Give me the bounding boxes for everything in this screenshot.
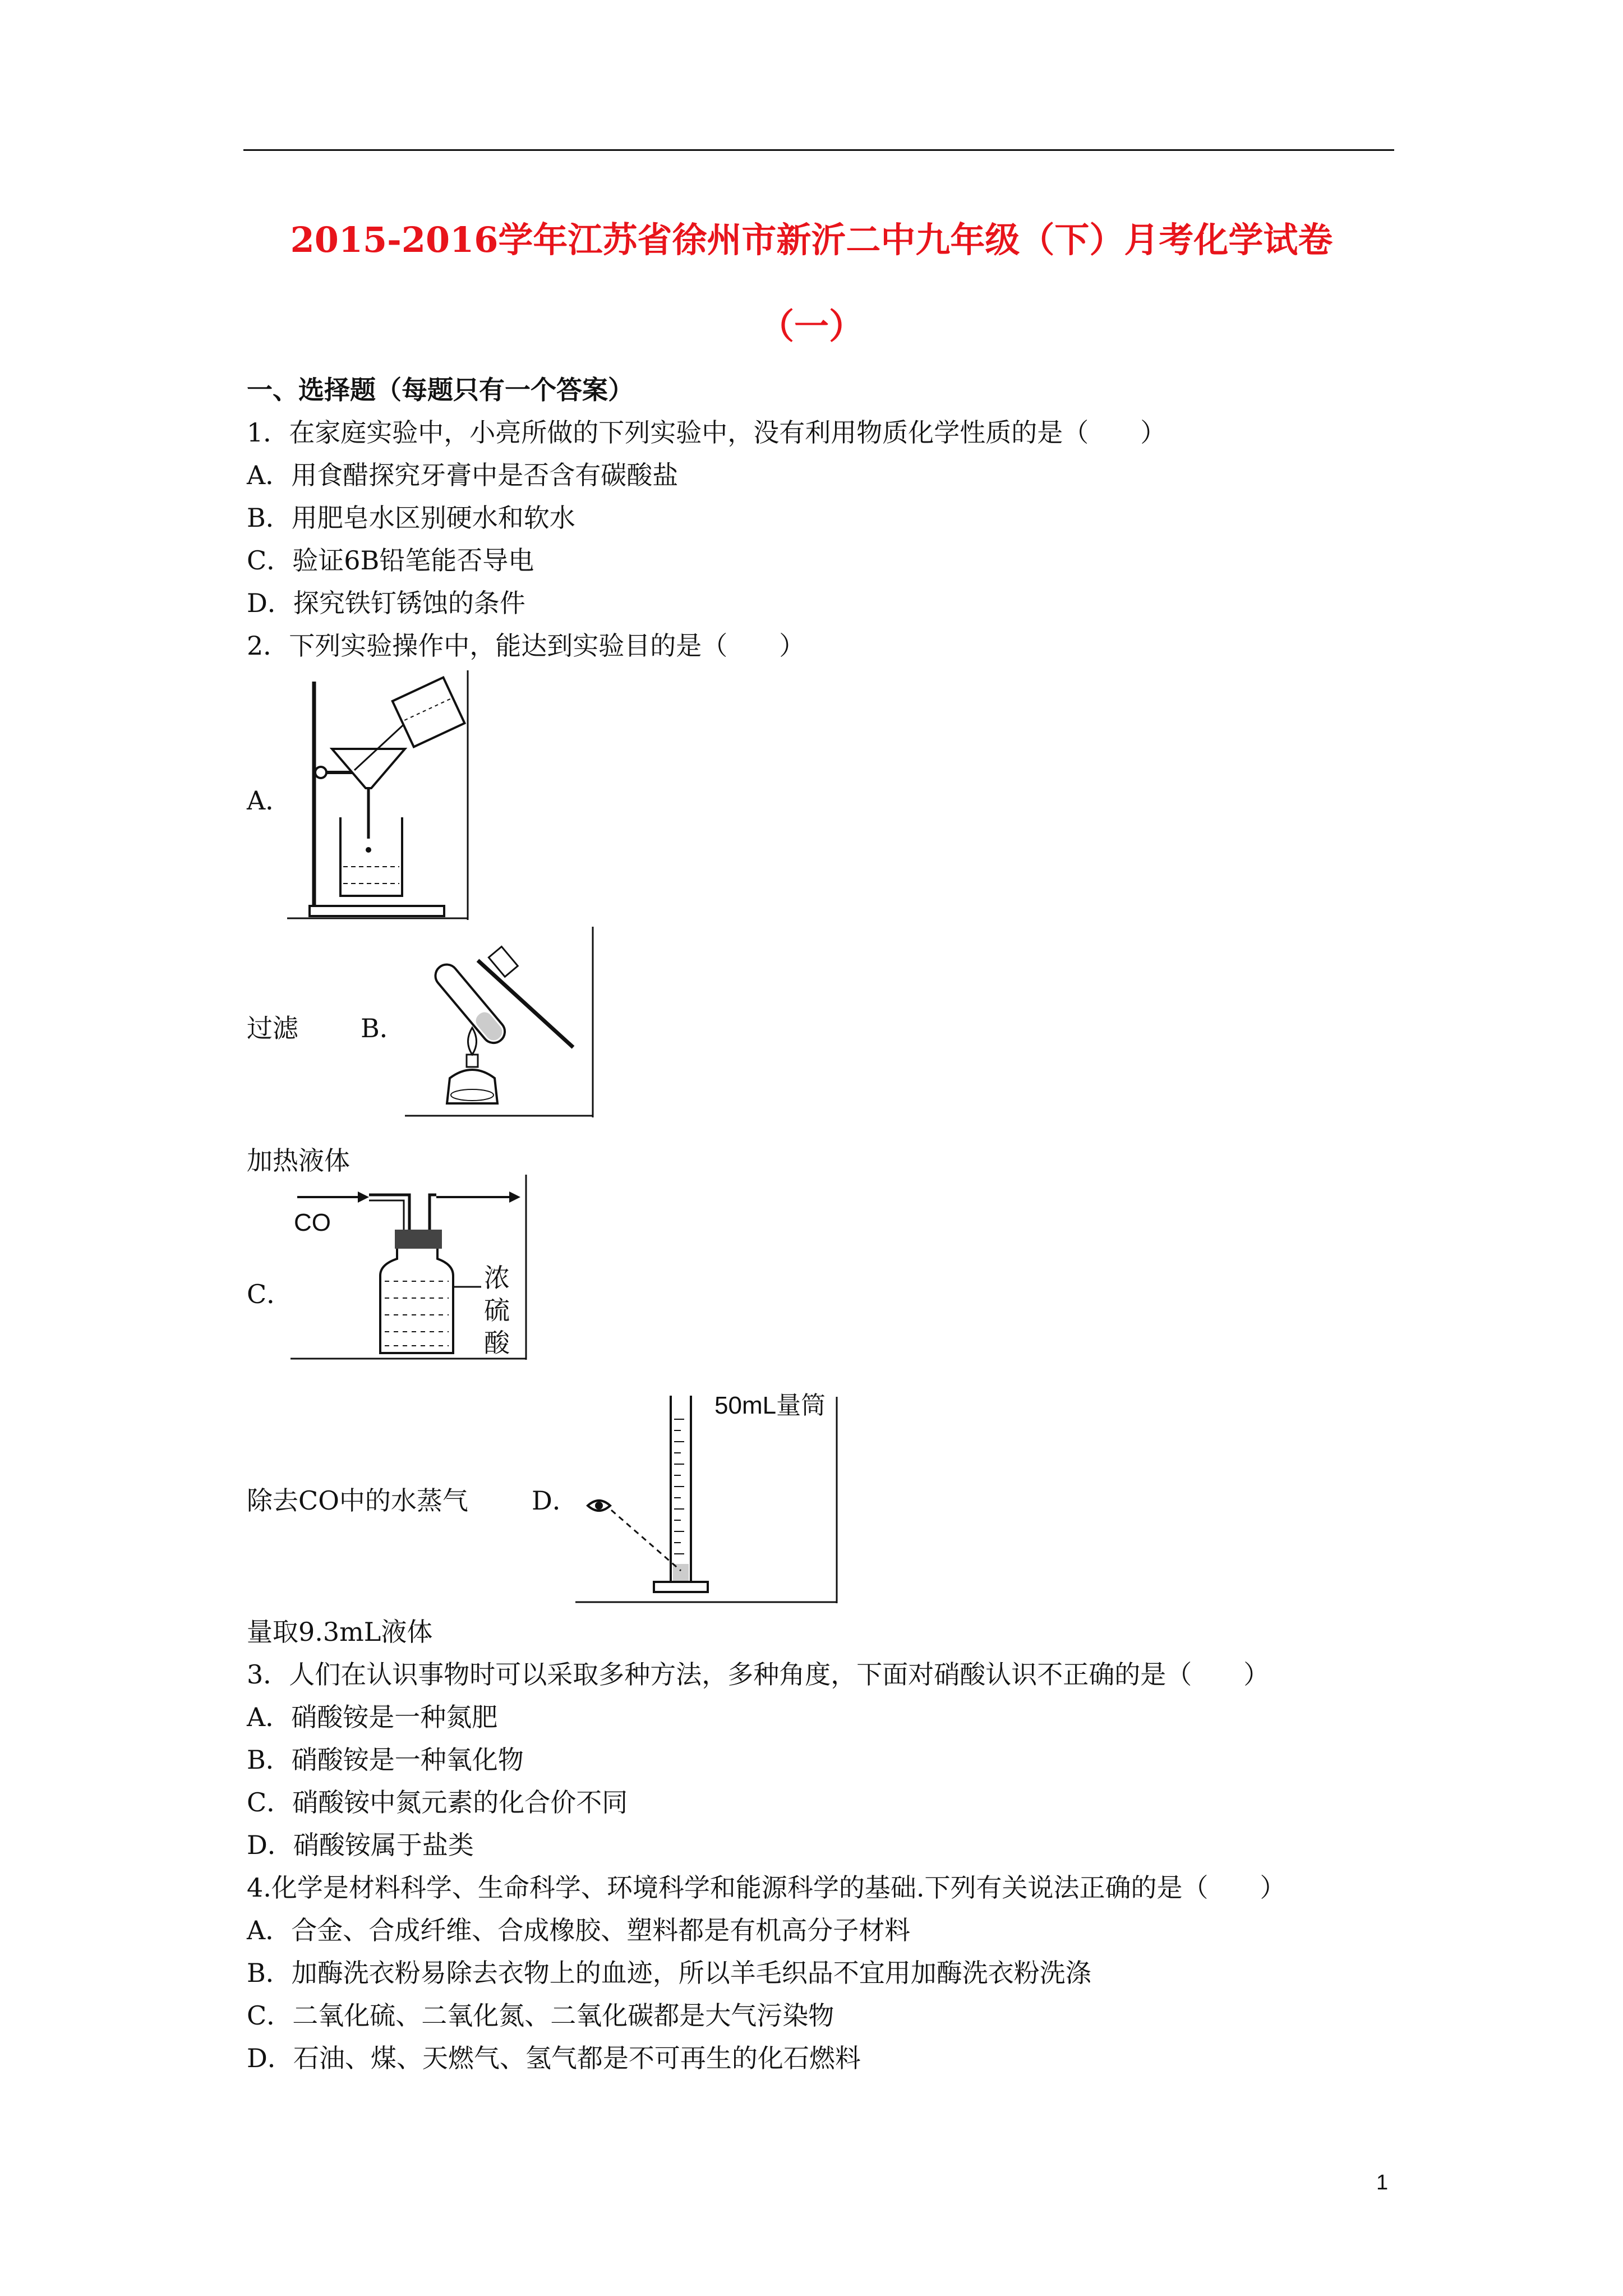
question-3-option-a: A．硝酸铵是一种氮肥 (247, 1702, 498, 1732)
cylinder-label: 50mL量筒 (714, 1392, 826, 1419)
gas-label: CO (294, 1209, 331, 1236)
section-heading: 一、选择题（每题只有一个答案） (247, 375, 634, 405)
question-2-option-b-caption: 加热液体 (247, 1145, 350, 1176)
reagent-label-2: 硫 (484, 1296, 510, 1325)
page-number: 1 (1376, 2171, 1389, 2194)
reagent-label-3: 酸 (484, 1328, 510, 1358)
filtration-figure (287, 670, 472, 920)
question-1-stem: 1．在家庭实验中，小亮所做的下列实验中，没有利用物质化学性质的是（ ） (247, 417, 1166, 448)
question-1-option-c: C．验证6B铅笔能否导电 (247, 545, 534, 576)
question-1-option-d: D．探究铁钉锈蚀的条件 (247, 588, 525, 618)
question-2-option-a-caption: 过滤 (247, 1013, 298, 1043)
question-4-option-c: C．二氧化硫、二氧化氮、二氧化碳都是大气污染物 (247, 2000, 834, 2031)
question-3-option-d: D．硝酸铵属于盐类 (247, 1830, 474, 1860)
header-rule (243, 149, 1394, 151)
question-4-option-b: B．加酶洗衣粉易除去衣物上的血迹，所以羊毛织品不宜用加酶洗衣粉洗涤 (247, 1958, 1091, 1988)
question-2-option-d-caption: 量取9.3mL液体 (247, 1617, 433, 1647)
question-4-option-d: D．石油、煤、天燃气、氢气都是不可再生的化石燃料 (247, 2043, 861, 2073)
question-2-option-c-caption: 除去CO中的水蒸气 (247, 1485, 468, 1516)
question-4-option-a: A．合金、合成纤维、合成橡胶、塑料都是有机高分子材料 (247, 1915, 911, 1945)
reagent-label-1: 浓 (484, 1263, 510, 1292)
exam-title-part: （一） (759, 306, 864, 347)
question-1-option-a: A．用食醋探究牙膏中是否含有碳酸盐 (247, 460, 679, 490)
question-3-stem: 3．人们在认识事物时可以采取多种方法，多种角度，下面对硝酸认识不正确的是（ ） (247, 1659, 1270, 1690)
question-2-option-b-label: B． (361, 1013, 405, 1043)
question-3-option-b: B．硝酸铵是一种氧化物 (247, 1745, 524, 1775)
question-2-option-c-label: C． (247, 1279, 293, 1309)
exam-title: 2015-2016学年江苏省徐州市新沂二中九年级（下）月考化学试卷 (290, 219, 1333, 260)
question-2-stem: 2．下列实验操作中，能达到实验目的是（ ） (247, 631, 805, 661)
question-2-option-a-label: A． (247, 785, 292, 816)
question-4-stem: 4.化学是材料科学、生命科学、环境科学和能源科学的基础.下列有关说法正确的是（ ） (247, 1872, 1286, 1903)
gas-washing-bottle-figure (291, 1175, 532, 1365)
question-1-option-b: B．用肥皂水区别硬水和软水 (247, 503, 575, 533)
question-2-option-d-label: D． (532, 1485, 578, 1516)
graduated-cylinder-figure (575, 1386, 839, 1604)
question-3-option-c: C．硝酸铵中氮元素的化合价不同 (247, 1787, 628, 1818)
heating-liquid-figure (405, 927, 596, 1117)
